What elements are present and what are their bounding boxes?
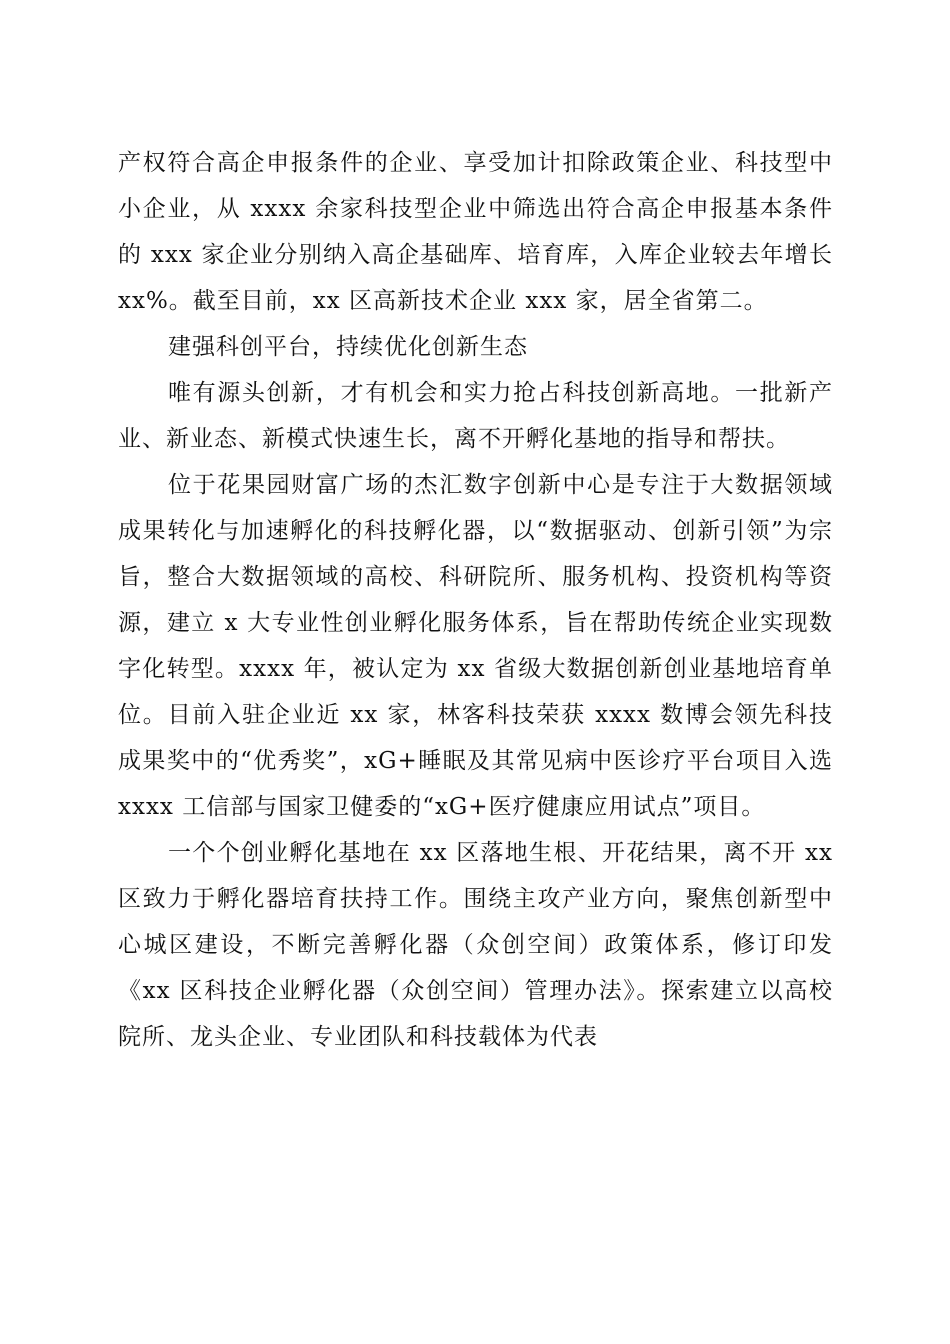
- document-body: [118, 140, 833, 1060]
- paragraph-incubator-policy: 一个个创业孵化基地在 xx 区落地生根、开花结果，离不开 xx 区致力于孵化器培育扶持工作。围绕主攻产业方向，聚焦创新型中心城区建设，不断完善孵化器（众创空间）政策体系，修订印发《xx 区科技企业孵化器（众创空间）管理办法》。探索建立以高校院所、龙头企业、专业团队和科技载体为代表: [118, 840, 833, 1050]
- section-heading: 建强科创平台，持续优化创新生态: [168, 334, 528, 360]
- paragraph-intro: 唯有源头创新，才有机会和实力抢占科技创新高地。一批新产业、新业态、新模式快速生长，离不开孵化基地的指导和帮扶。: [118, 380, 833, 452]
- paragraph-innovation-center: 位于花果园财富广场的杰汇数字创新中心是专注于大数据领域成果转化与加速孵化的科技孵化器，以“数据驱动、创新引领”为宗旨，整合大数据领域的高校、科研院所、服务机构、投资机构等资源，建立 x 大专业性创业孵化服务体系，旨在帮助传统企业实现数字化转型。xxxx 年，被认定为 xx 省级大数据创新创业基地培育单位。目前入驻企业近 xx 家，林客科技荣获 xxxx 数博会领先科技成果奖中的“优秀奖”，xG+睡眠及其常见病中医诊疗平台项目入选 xxxx 工信部与国家卫健委的“xG+医疗健康应用试点”项目。: [118, 472, 833, 820]
- paragraph-continuation: 产权符合高企申报条件的企业、享受加计扣除政策企业、科技型中小企业，从 xxxx 余家科技型企业中筛选出符合高企申报基本条件的 xxx 家企业分别纳入高企基础库、培育库，入库企业较去年增长 xx%。截至目前，xx 区高新技术企业 xxx 家，居全省第二。: [118, 150, 833, 314]
